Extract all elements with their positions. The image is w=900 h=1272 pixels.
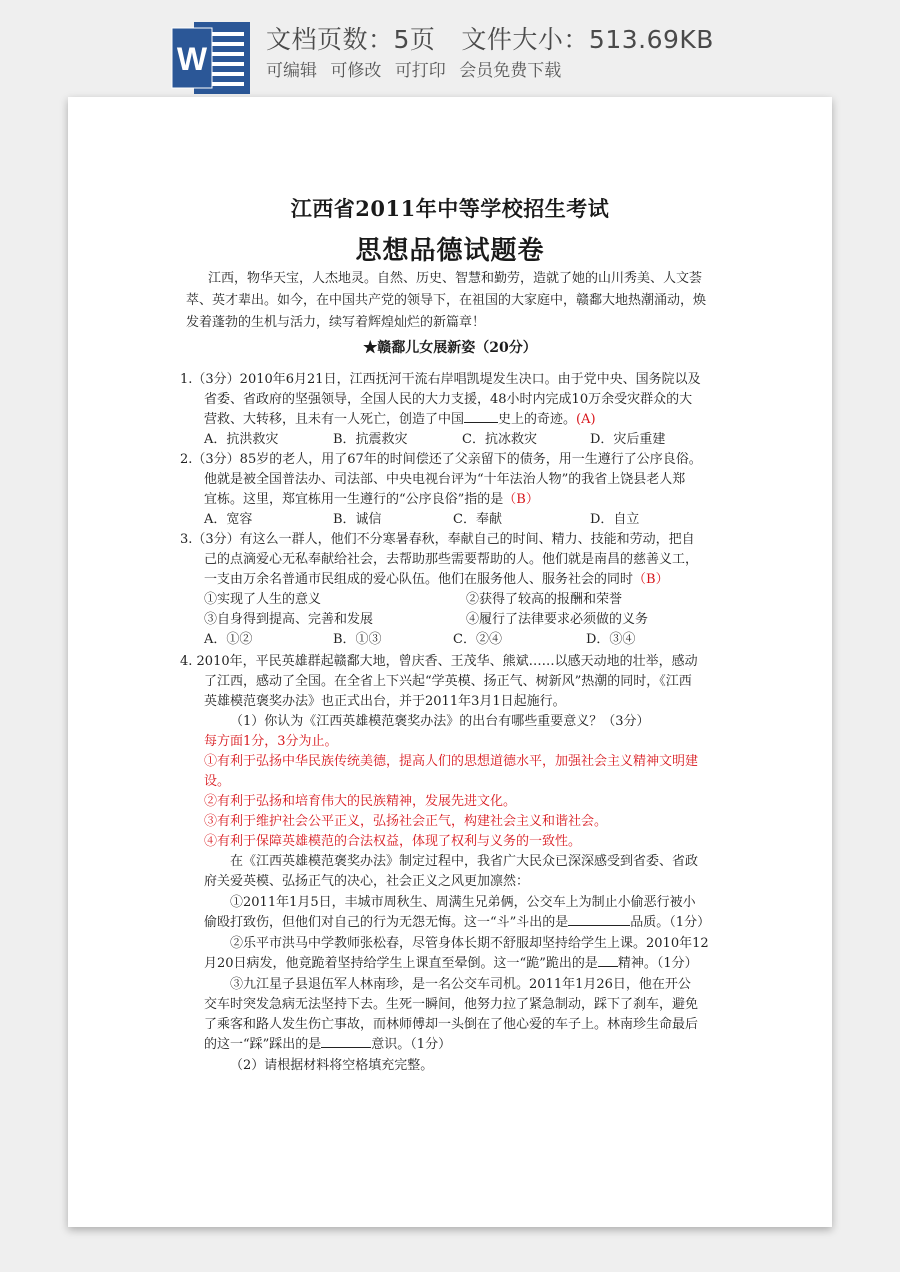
intro-line: 江西，物华天宝，人杰地灵。自然、历史、智慧和勤劳，造就了她的山川秀美、人文荟 [208, 271, 703, 286]
feature-member-download[interactable]: 会员免费下载 [459, 61, 562, 81]
q4-material: 府关爱英模、弘扬正气的决心，社会正义之风更加凛然： [204, 874, 530, 889]
q4-case-3: ③九江星子县退伍军人林南珍，是一名公交车司机。2011年1月26日，他在开公 [230, 977, 691, 992]
q1-option-d: D．灾后重建 [590, 432, 666, 447]
q4-case-1: ①2011年1月5日，丰城市周秋生、周满生兄弟俩，公交车上为制止小偷恶行被小 [230, 895, 696, 910]
answer-blank [464, 410, 498, 423]
q3-stem-end: 一支由万余名普通市民组成的爱心队伍。他们在服务他人、服务社会的同时（B） [204, 572, 669, 587]
q2-option-c: C．奉献 [453, 512, 502, 527]
q1-stem: 1.（3分）2010年6月21日，江西抚河干流右岸唱凯堤发生决口。由于党中央、国务院以及 [180, 372, 701, 387]
word-icon-letter: W [176, 41, 208, 77]
file-info [266, 20, 714, 56]
q2-option-d: D．自立 [590, 512, 640, 527]
q1-option-b: B．抗震救灾 [333, 432, 408, 447]
intro-line: 发着蓬勃的生机与活力，续写着辉煌灿烂的新篇章！ [186, 315, 486, 330]
page-count: 文档页数：5页 [266, 25, 436, 54]
q2-answer: （B） [503, 492, 539, 507]
q3-option-b: B．①③ [333, 632, 382, 647]
q4-answer-line: ②有利于弘扬和培育伟大的民族精神，发展先进文化。 [204, 794, 517, 809]
q4-stem: 了江西，感动了全国。在全省上下兴起“学英模、扬正气、树新风”热潮的同时，《江西 [204, 674, 692, 689]
q1-stem-end: 营救、大转移，且未有一人死亡，创造了中国 史上的奇迹。(A) [204, 412, 596, 427]
q3-option-c: C．②④ [453, 632, 502, 647]
q4-case-2: ②乐平市洪马中学教师张松春，尽管身体长期不舒服却坚持给学生上课。2010年12 [230, 936, 709, 951]
q4-material: 在《江西英雄模范褒奖办法》制定过程中，我省广大民众已深深感受到省委、省政 [230, 854, 699, 869]
intro-line: 萃、英才辈出。如今，在中国共产党的领导下，在祖国的大家庭中，赣鄱大地热潮涌动，焕 [186, 293, 707, 308]
q2-option-a: A．宽容 [204, 512, 253, 527]
q1-stem: 省委、省政府的坚强领导，全国人民的大力支援，48小时内完成10万余受灾群众的大 [204, 392, 693, 407]
q4-stem: 英雄模范褒奖办法》也正式出台，并于2011年3月1日起施行。 [204, 694, 566, 709]
q4-case-3: 交车时突发急病无法坚持下去。生死一瞬间，他努力拉了紧急制动，踩下了刹车，避免 [204, 997, 699, 1012]
q4-stem: 4. 2010年，平民英雄群起赣鄱大地，曾庆香、王茂华、熊斌……以感天动地的壮举，感动 [180, 654, 698, 669]
q4-case-2-end: 月20日病发，他竟跪着坚持给学生上课直至晕倒。这一“跪”跪出的是 精神。（1分） [204, 956, 698, 971]
q4-subquestion-2: （2）请根据材料将空格填充完整。 [230, 1058, 434, 1073]
download-header [0, 0, 900, 96]
q3-option-a: A．①② [204, 632, 253, 647]
q3-answer: （B） [633, 572, 669, 587]
q4-answer-line: ①有利于弘扬中华民族传统美德，提高人们的思想道德水平，加强社会主义精神文明建 [204, 754, 699, 769]
answer-blank [598, 954, 618, 967]
q3-item: ③自身得到提高、完善和发展 [204, 612, 374, 627]
q4-case-1-end: 偷殴打致伤，但他们对自己的行为无怨无悔。这一“斗”斗出的是 品质。（1分） [204, 915, 711, 930]
q3-item: ④履行了法律要求必须做的义务 [466, 612, 649, 627]
q3-option-d: D．③④ [586, 632, 636, 647]
q1-option-c: C．抗冰救灾 [462, 432, 537, 447]
feature-list [266, 56, 569, 81]
section-title: ★赣鄱儿女展新姿（20分） [363, 340, 537, 356]
q1-answer: (A) [576, 412, 596, 427]
q1-option-a: A．抗洪救灾 [204, 432, 279, 447]
q2-stem-end: 宜栋。这里，郑宜栋用一生遵行的“公序良俗”指的是（B） [204, 492, 539, 507]
answer-blank [568, 913, 630, 926]
answer-blank [321, 1035, 371, 1048]
q2-option-b: B．诚信 [333, 512, 382, 527]
q4-subquestion-1: （1）你认为《江西英雄模范褒奖办法》的出台有哪些重要意义？（3分） [230, 714, 650, 729]
q3-stem: 3.（3分）有这么一群人，他们不分寒暑春秋，奉献自己的时间、精力、技能和劳动，把自 [180, 532, 695, 547]
q4-answer-line: 每方面1分，3分为止。 [204, 734, 338, 749]
exam-title: 江西省2011年中等学校招生考试 [290, 196, 610, 221]
q3-item: ②获得了较高的报酬和荣誉 [466, 592, 623, 607]
q4-case-3-end: 的这一“踩”踩出的是 意识。（1分） [204, 1037, 452, 1052]
q2-stem: 他就是被全国普法办、司法部、中央电视台评为“十年法治人物”的我省上饶县老人郑 [204, 472, 686, 487]
q3-stem: 己的点滴爱心无私奉献给社会，去帮助那些需要帮助的人。他们就是南昌的慈善义工， [204, 552, 699, 567]
feature-printable: 可打印 [394, 61, 446, 81]
word-document-icon [170, 20, 252, 96]
q4-case-3: 了乘客和路人发生伤亡事故，而林师傅却一头倒在了他心爱的车子上。林南珍生命最后 [204, 1017, 699, 1032]
file-size: 文件大小：513.69KB [461, 25, 714, 54]
feature-editable: 可编辑 [266, 61, 317, 81]
q3-item: ①实现了人生的意义 [204, 592, 322, 607]
exam-subject-title: 思想品德试题卷 [355, 236, 545, 266]
feature-modifiable: 可修改 [330, 61, 382, 81]
q4-answer-line: ④有利于保障英雄模范的合法权益，体现了权利与义务的一致性。 [204, 834, 582, 849]
q4-answer-line: 设。 [204, 774, 231, 789]
q2-stem: 2.（3分）85岁的老人，用了67年的时间偿还了父亲留下的债务，用一生遵行了公序良俗。 [180, 452, 702, 467]
q4-answer-line: ③有利于维护社会公平正义，弘扬社会正气，构建社会主义和谐社会。 [204, 814, 608, 829]
